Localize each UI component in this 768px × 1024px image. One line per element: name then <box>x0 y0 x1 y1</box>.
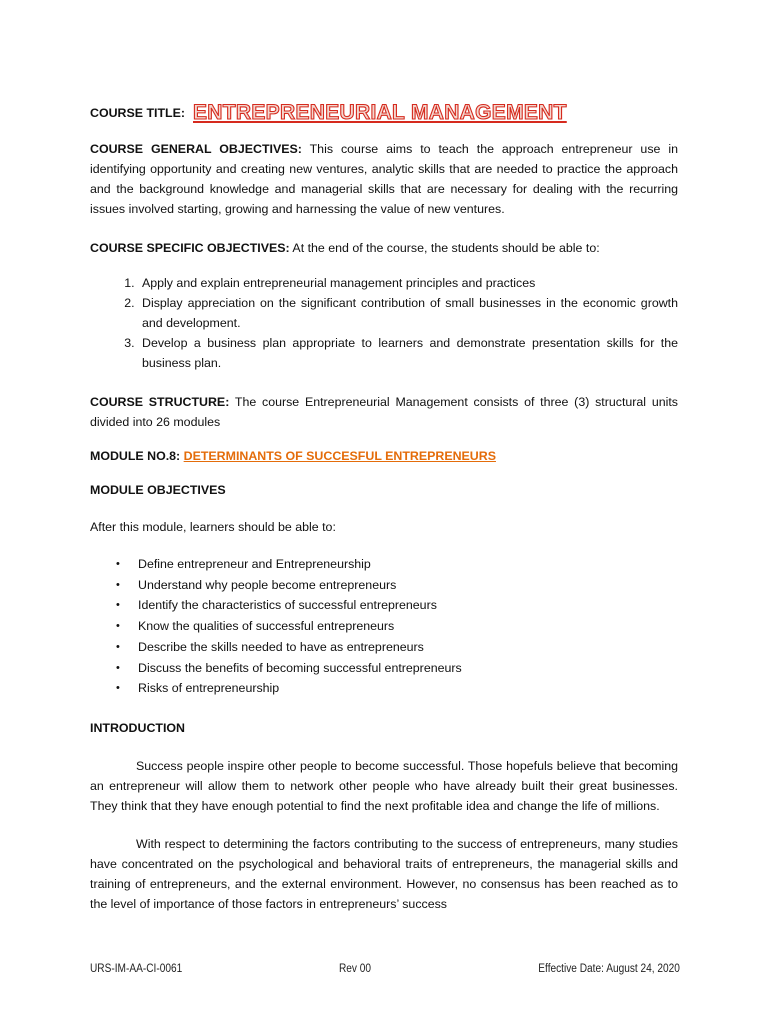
objective-item: 1. Apply and explain entrepreneurial management principles and practices <box>138 273 678 293</box>
module-title: DETERMINANTS OF SUCCESFUL ENTREPRENEURS <box>183 449 496 463</box>
footer-effective-date: Effective Date: August 24, 2020 <box>538 963 680 975</box>
list-item <box>116 616 678 637</box>
bullet-icon: • <box>116 640 120 653</box>
list-item <box>116 658 678 679</box>
list-item-text: Identify the characteristics of successful entrepreneurs <box>138 598 437 613</box>
list-item <box>116 575 678 596</box>
specific-objectives-list <box>90 273 678 373</box>
bullet-icon: • <box>116 578 120 591</box>
course-title-label: COURSE TITLE: <box>90 106 185 120</box>
introduction-paragraph: Success people inspire other people to become successful. Those hopefuls believe that becoming an entrepreneur will allow them to network other people who have already built their great businesses. They think that they have enough potential to find the next profitable idea and change the life of millions. <box>90 758 678 813</box>
list-item-text: Describe the skills needed to have as entrepreneurs <box>138 639 424 654</box>
general-objectives-label: COURSE GENERAL OBJECTIVES: <box>90 142 302 156</box>
list-item-text: Discuss the benefits of becoming successful entrepreneurs <box>138 660 462 675</box>
list-item-text: Risks of entrepreneurship <box>138 681 280 696</box>
general-objectives-paragraph <box>90 139 678 219</box>
list-item <box>116 554 678 575</box>
introduction-paragraph: With respect to determining the factors contributing to the success of entrepreneurs, many studies have concentrated on the psychological and behavioral traits of entrepreneurs, the managerial skills and training of entrepreneurs, and the external environment. However, no consensus has been reached as to the level of importance of those factors in entrepreneurs’ success <box>90 836 678 911</box>
general-objectives-text: This course aims to teach the approach entrepreneur use in identifying opportunity and creating new ventures, analytic skills that are needed to practice the approach and the background knowledge and managerial skills that are necessary for dealing with the recurring issues involved starting, growing and harnessing the value of new ventures. <box>90 142 678 216</box>
course-structure-text: The course Entrepreneurial Management consists of three (3) structural units divided into 26 modules <box>90 395 678 429</box>
list-item <box>116 678 678 699</box>
bullet-icon: • <box>116 682 120 695</box>
course-title-value: ENTREPRENEURIAL MANAGEMENT <box>193 101 567 124</box>
specific-objectives-text: At the end of the course, the students should be able to: <box>289 241 600 255</box>
list-item-text: Define entrepreneur and Entrepreneurship <box>138 557 371 571</box>
page-footer <box>90 963 680 975</box>
course-structure-paragraph <box>90 392 678 432</box>
module-number-line <box>90 446 678 466</box>
specific-objectives-label: COURSE SPECIFIC OBJECTIVES: <box>90 241 290 255</box>
list-item <box>116 595 678 616</box>
bullet-icon: • <box>116 620 120 633</box>
footer-doc-code: URS-IM-AA-CI-0061 <box>90 963 183 975</box>
course-structure-label: COURSE STRUCTURE: <box>90 395 230 409</box>
module-objectives-heading: MODULE OBJECTIVES <box>90 483 226 497</box>
bullet-icon: • <box>116 599 120 612</box>
list-item-text: Know the qualities of successful entrepreneurs <box>138 619 395 634</box>
objective-item: 2. Display appreciation on the significant contribution of small businesses in the economic growth and development. <box>138 293 678 333</box>
document-body <box>90 96 678 914</box>
module-number-label: MODULE NO.8: <box>90 449 181 463</box>
introduction-heading: INTRODUCTION <box>90 720 185 735</box>
list-item <box>116 637 678 658</box>
specific-objectives-paragraph <box>90 238 678 258</box>
footer-revision: Rev 00 <box>338 963 371 975</box>
objective-item: 3. Develop a business plan appropriate to learners and demonstrate presentation skills for the business plan. <box>138 333 678 373</box>
bullet-icon: • <box>116 558 120 570</box>
bullet-icon: • <box>116 661 120 674</box>
course-title-row <box>90 96 678 126</box>
list-item-text: Understand why people become entrepreneurs <box>138 577 397 592</box>
module-objectives-intro: After this module, learners should be able to: <box>90 520 336 534</box>
module-objectives-list <box>90 554 678 699</box>
